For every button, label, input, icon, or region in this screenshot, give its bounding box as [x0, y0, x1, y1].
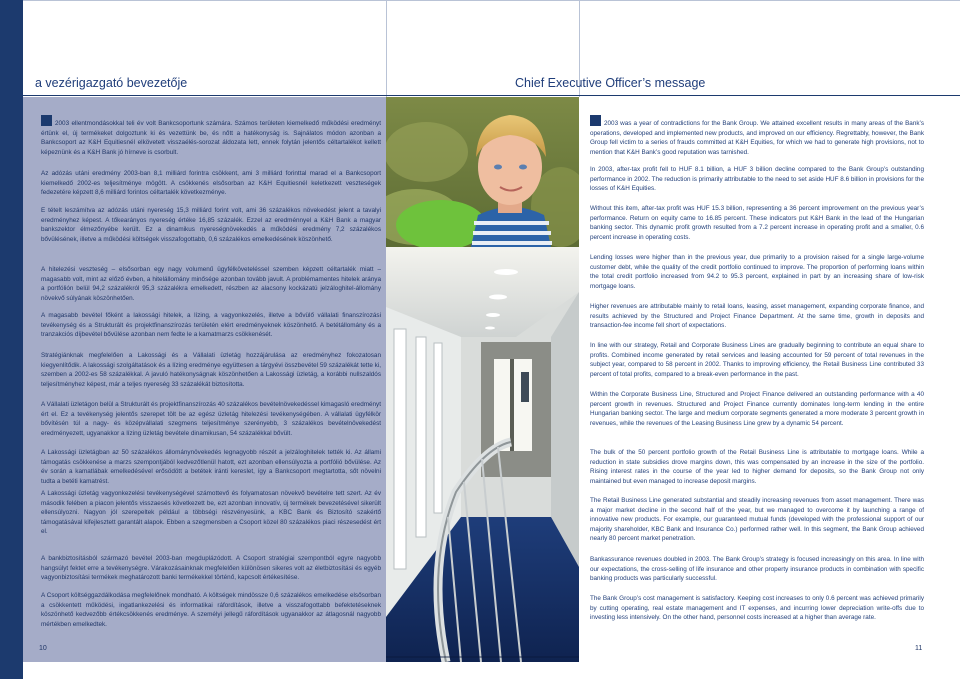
- hu-paragraph: A Lakossági üzletágban az 50 százalékos állománynövekedés legnagyobb részét a jelzáloghitelek tették ki. Az állami támogatás csökkenése a marzs szempontjából kedvezőtlenül hatott, ezt azonban ellensúlyozta a portfólió bővülése. Az év során a kamatlábak emelkedésével erősödött a betétek iránti kereslet, így a Bankcsoport megtartotta, sőt növelni tudta a betéti kamatrést.: [41, 449, 381, 485]
- en-paragraph: In 2003, after-tax profit fell to HUF 8.1 billion, a HUF 3 billion decline compared to the Bank Group’s outstanding performance in 2002. The reduction is primarily attributable to the need to set aside HUF 8.6 billion in provisions for the losses of K&H Equities.: [590, 166, 924, 192]
- english-text-panel: [579, 97, 960, 662]
- hu-paragraph: A Lakossági üzletág vagyonkezelési tevékenységével számottevő és folyamatosan növekvő bevételre tett szert. Az év második felében a piacon jelentős visszaesés következett be, ezt azonban innovatív, új termékek bevezetésével sikerült ellensúlyozni. Nagyon jól szerepeltek például a többségi részvényesünk, a KBC Bank és Biztosító szakértő támogatásával kifejlesztett garantált alapok. Ebben a szegmensben a Csoport közel 80 százalékos piaci részesedést ért el.: [41, 490, 381, 535]
- en-paragraph: Higher revenues are attributable mainly to retail loans, leasing, asset management, expanding corporate finance, and results achieved by the Structured and Project Finance Department. At the same time, growth in deposits and transaction-fee income fell short of expectations.: [590, 303, 924, 329]
- square-bullet-icon: [41, 115, 52, 126]
- en-paragraph: 2003 was a year of contradictions for the Bank Group. We attained excellent results in many areas of the Bank’s operations, developed and implemented new products, and improved on our efficiency. Regrettably, however, the Bank Group fell victim to a series of frauds committed at K&H Equities, for which we had to generate high provisions, not to mention that K&H Bank’s good reputation was tarnished.: [590, 115, 924, 157]
- hu-paragraph: A bankbiztosításból származó bevétel 2003-ban megduplázódott. A Csoport stratégiai szempontból egyre nagyobb hangsúlyt fektet erre a tevékenységre. Várakozásainknak megfelelően különösen sikeres volt az életbiztosítási és egyéb vagyonbiztosítási termékek meghatározott banki termékekkel történő, kapcsolt értékesítése.: [41, 555, 381, 581]
- hu-paragraph: A hitelezési veszteség – elsősorban egy nagy volumenű ügyfélköveteléssel szemben képzett céltartalék miatt – magasabb volt, mint az előző évben, a hitelállomány minősége azonban tovább javult. A problémamentes hitelek aránya a portfólión belül 94,2 százalékról 95,3 százalékra emelkedett, részben az alacsony kockázatú jelzáloghitel-állomány növekvő súlyának köszönhetően.: [41, 266, 381, 302]
- left-edge-bar: [0, 0, 23, 679]
- hu-paragraph: E tételt leszámítva az adózás utáni nyereség 15,3 milliárd forint volt, ami 36 százalékos növekedést jelent a tavalyi eredményhez képest. A tőkearányos nyereség értéke 16,85 százalék. Ezzel az eredménnyel a K&H Bank a magyar bankszektor élmezőnyébe került. Ez a dinamikus nyereségnövekedés a működési eredmény 7,2 százalékos bővülésének, illetve a működési költségek visszafogottabb, 0,6 százalékos emelkedésének köszönhető.: [41, 207, 381, 243]
- en-paragraph: The Retail Business Line generated substantial and steadily increasing revenues from asset management. There was a major market decline in the second half of the year, but we managed to overcome it by launching a range of innovative new products. For example, our guaranteed mutual funds (developed with the professional support of our majority shareholder, KBC Bank and Insurance Co.) performed rather well. In this segment, the Bank Group achieved nearly 80 percent market penetration.: [590, 497, 924, 542]
- section-title-hu: a vezérigazgató bevezetője: [35, 76, 188, 90]
- top-rule: [23, 0, 960, 1]
- en-paragraph: In line with our strategy, Retail and Corporate Business Lines are gradually beginning to contribute an equal share to profits. Combined income generated by retail services and leasing accounted for 59 percent of total revenues in the subject year, compared to 58 percent in 2002. Thanks to improving efficiency, the Retail Business Line contributed 33 percent of total profits, compared to a break-even performance in the past.: [590, 342, 924, 378]
- en-paragraph: The Bank Group’s cost management is satisfactory. Keeping cost increases to only 0.6 percent was achieved primarily by cutting operating, real estate management and IT expenses, and incurring lower depreciation write-offs due to investing less intensively. On the other hand, personnel costs increased at a higher than average rate.: [590, 595, 924, 621]
- hungarian-text-panel: [23, 97, 386, 662]
- page-number-right: 11: [915, 645, 923, 652]
- photo-image: [386, 97, 579, 662]
- hu-paragraph: A Csoport költséggazdálkodása megfelelőnek mondható. A költségek mindössze 0,6 százalékos emelkedése elsősorban a csökkentett működési, ingatlankezelési és informatikai ráfordítások, illetve a visszafogottabb befektetéseknek köszönhető kedvezőbb értékcsökkenés eredménye. A személyi jellegű ráfordítások ugyanakkor az átlagosnál nagyobb mértékben emelkedtek.: [41, 592, 381, 628]
- en-paragraph: The bulk of the 50 percent portfolio growth of the Retail Business Line is attributable to mortgage loans. While a reduction in state subsidies drove margins down, this was compensated by an increase in the size of the portfolio. Rising interest rates in the course of the year led to higher demand for deposits, so the Bank Group not only maintained but even managed to increase deposit margins.: [590, 449, 924, 485]
- hu-paragraph: A magasabb bevétel főként a lakossági hitelek, a lízing, a vagyonkezelés, illetve a bővülő vállalati finanszírozási tevékenység és a Strukturált és projektfinanszírozás területén elért eredményeknek köszönhető. A betétállomány és a tranzakciós díjbevétel bővülése azonban nem fedte le a kamatmarzs csökkenését.: [41, 312, 381, 338]
- en-paragraph: Lending losses were higher than in the previous year, due primarily to a provision raised for a single large-volume customer debt, while the quality of the credit portfolio continued to improve. The proportion of performing loans within the total credit portfolio increased from 94.2 to 95.3 percent, explained in part by an increasing share of low-risk mortgage loans.: [590, 254, 924, 290]
- section-title-en: Chief Executive Officer’s message: [515, 76, 706, 90]
- en-paragraph: Within the Corporate Business Line, Structured and Project Finance delivered an outstanding performance with a 40 percent growth in revenues. Structured and Project Finance currently dominates long-term lending in the entire Hungarian banking sector. The large and medium corporate segments generated a more moderate 3 percent growth in revenues, while the revenues of the Leasing Business Line grew by a dynamic 54 percent.: [590, 391, 924, 427]
- en-paragraph: Without this item, after-tax profit was HUF 15.3 billion, representing a 36 percent improvement on the previous year’s performance. Return on equity came to 16.85 percent. These indicators put K&H Bank in the lead of the Hungarian banking sector. This dynamic profit growth resulted from a 7.2 percent increase in operating profit and a smaller, 0.6 percent increase in operating costs.: [590, 205, 924, 241]
- hu-paragraph: Az adózás utáni eredmény 2003-ban 8,1 milliárd forintra csökkent, ami 3 milliárd forinttal marad el a Bankcsoport kiemelkedő 2002-es teljesítménye mögött. A csökkenés elsősorban az K&H Equitiesnél keletkezett veszteségek fedezetére képzett 8,6 milliárd forintos céltartalék következménye.: [41, 170, 381, 196]
- en-paragraph: Bankassurance revenues doubled in 2003. The Bank Group’s strategy is focused increasingly on this area. In line with our expectations, the cross-selling of life insurance and other property insurance products in combination with specific banking products was particularly successful.: [590, 556, 924, 582]
- page-number-left: 10: [39, 645, 47, 652]
- hu-paragraph: 2003 ellentmondásokkal teli év volt Bankcsoportunk számára. Számos területen kiemelkedő működési eredményt értünk el, új termékeket dolgoztunk ki és vezettünk be, és nőtt a hatékonyság is. Sajnálatos módon azonban a Bankcsoport az K&H Equitiesnél elkövetett visszaélés-sorozat áldozata lett, ennek folytán jelentős céltartalékot kellett képeznünk és a K&H Bank jó hírneve is csorbult.: [41, 115, 381, 157]
- title-rule-right: [386, 95, 960, 96]
- square-bullet-icon: [590, 115, 601, 126]
- hu-paragraph: Stratégiánknak megfelelően a Lakossági és a Vállalati üzletág hozzájárulása az eredményhez fokozatosan kiegyenlítődik. A lakossági szolgáltatások és a lízing eredménye együttesen a tárgyévi összbevétel 59 százalékát tette ki, szemben a 2002-es 58 százalékkal. A javuló hatékonyságnak köszönhetően a Lakossági üzletág, a korábbi nullszaldós teljesítményhez képest, már a teljes nyereség 33 százalékát biztosította.: [41, 352, 381, 388]
- photo-child-and-corridor: [386, 97, 579, 662]
- divider-left: [386, 0, 387, 97]
- hu-paragraph: A Vállalati üzletágon belül a Strukturált és projektfinanszírozás 40 százalékos bevételnövekedéssel kimagasló eredményt ért el. Ez a tevékenység jelentős szerepet tölt be az egész üzletág hitelezési tevékenységében. A vállalati ügyfélkör bővítésén túl a nagy- és középvállalati szegmens teljesítménye szerényebb, 3 százalékos bevételnövekedést eredményezett, ugyanakkor a lízing üzletág bevétele dinamikusan, 54 százalékkal bővült.: [41, 401, 381, 437]
- title-rule-left: [23, 95, 386, 96]
